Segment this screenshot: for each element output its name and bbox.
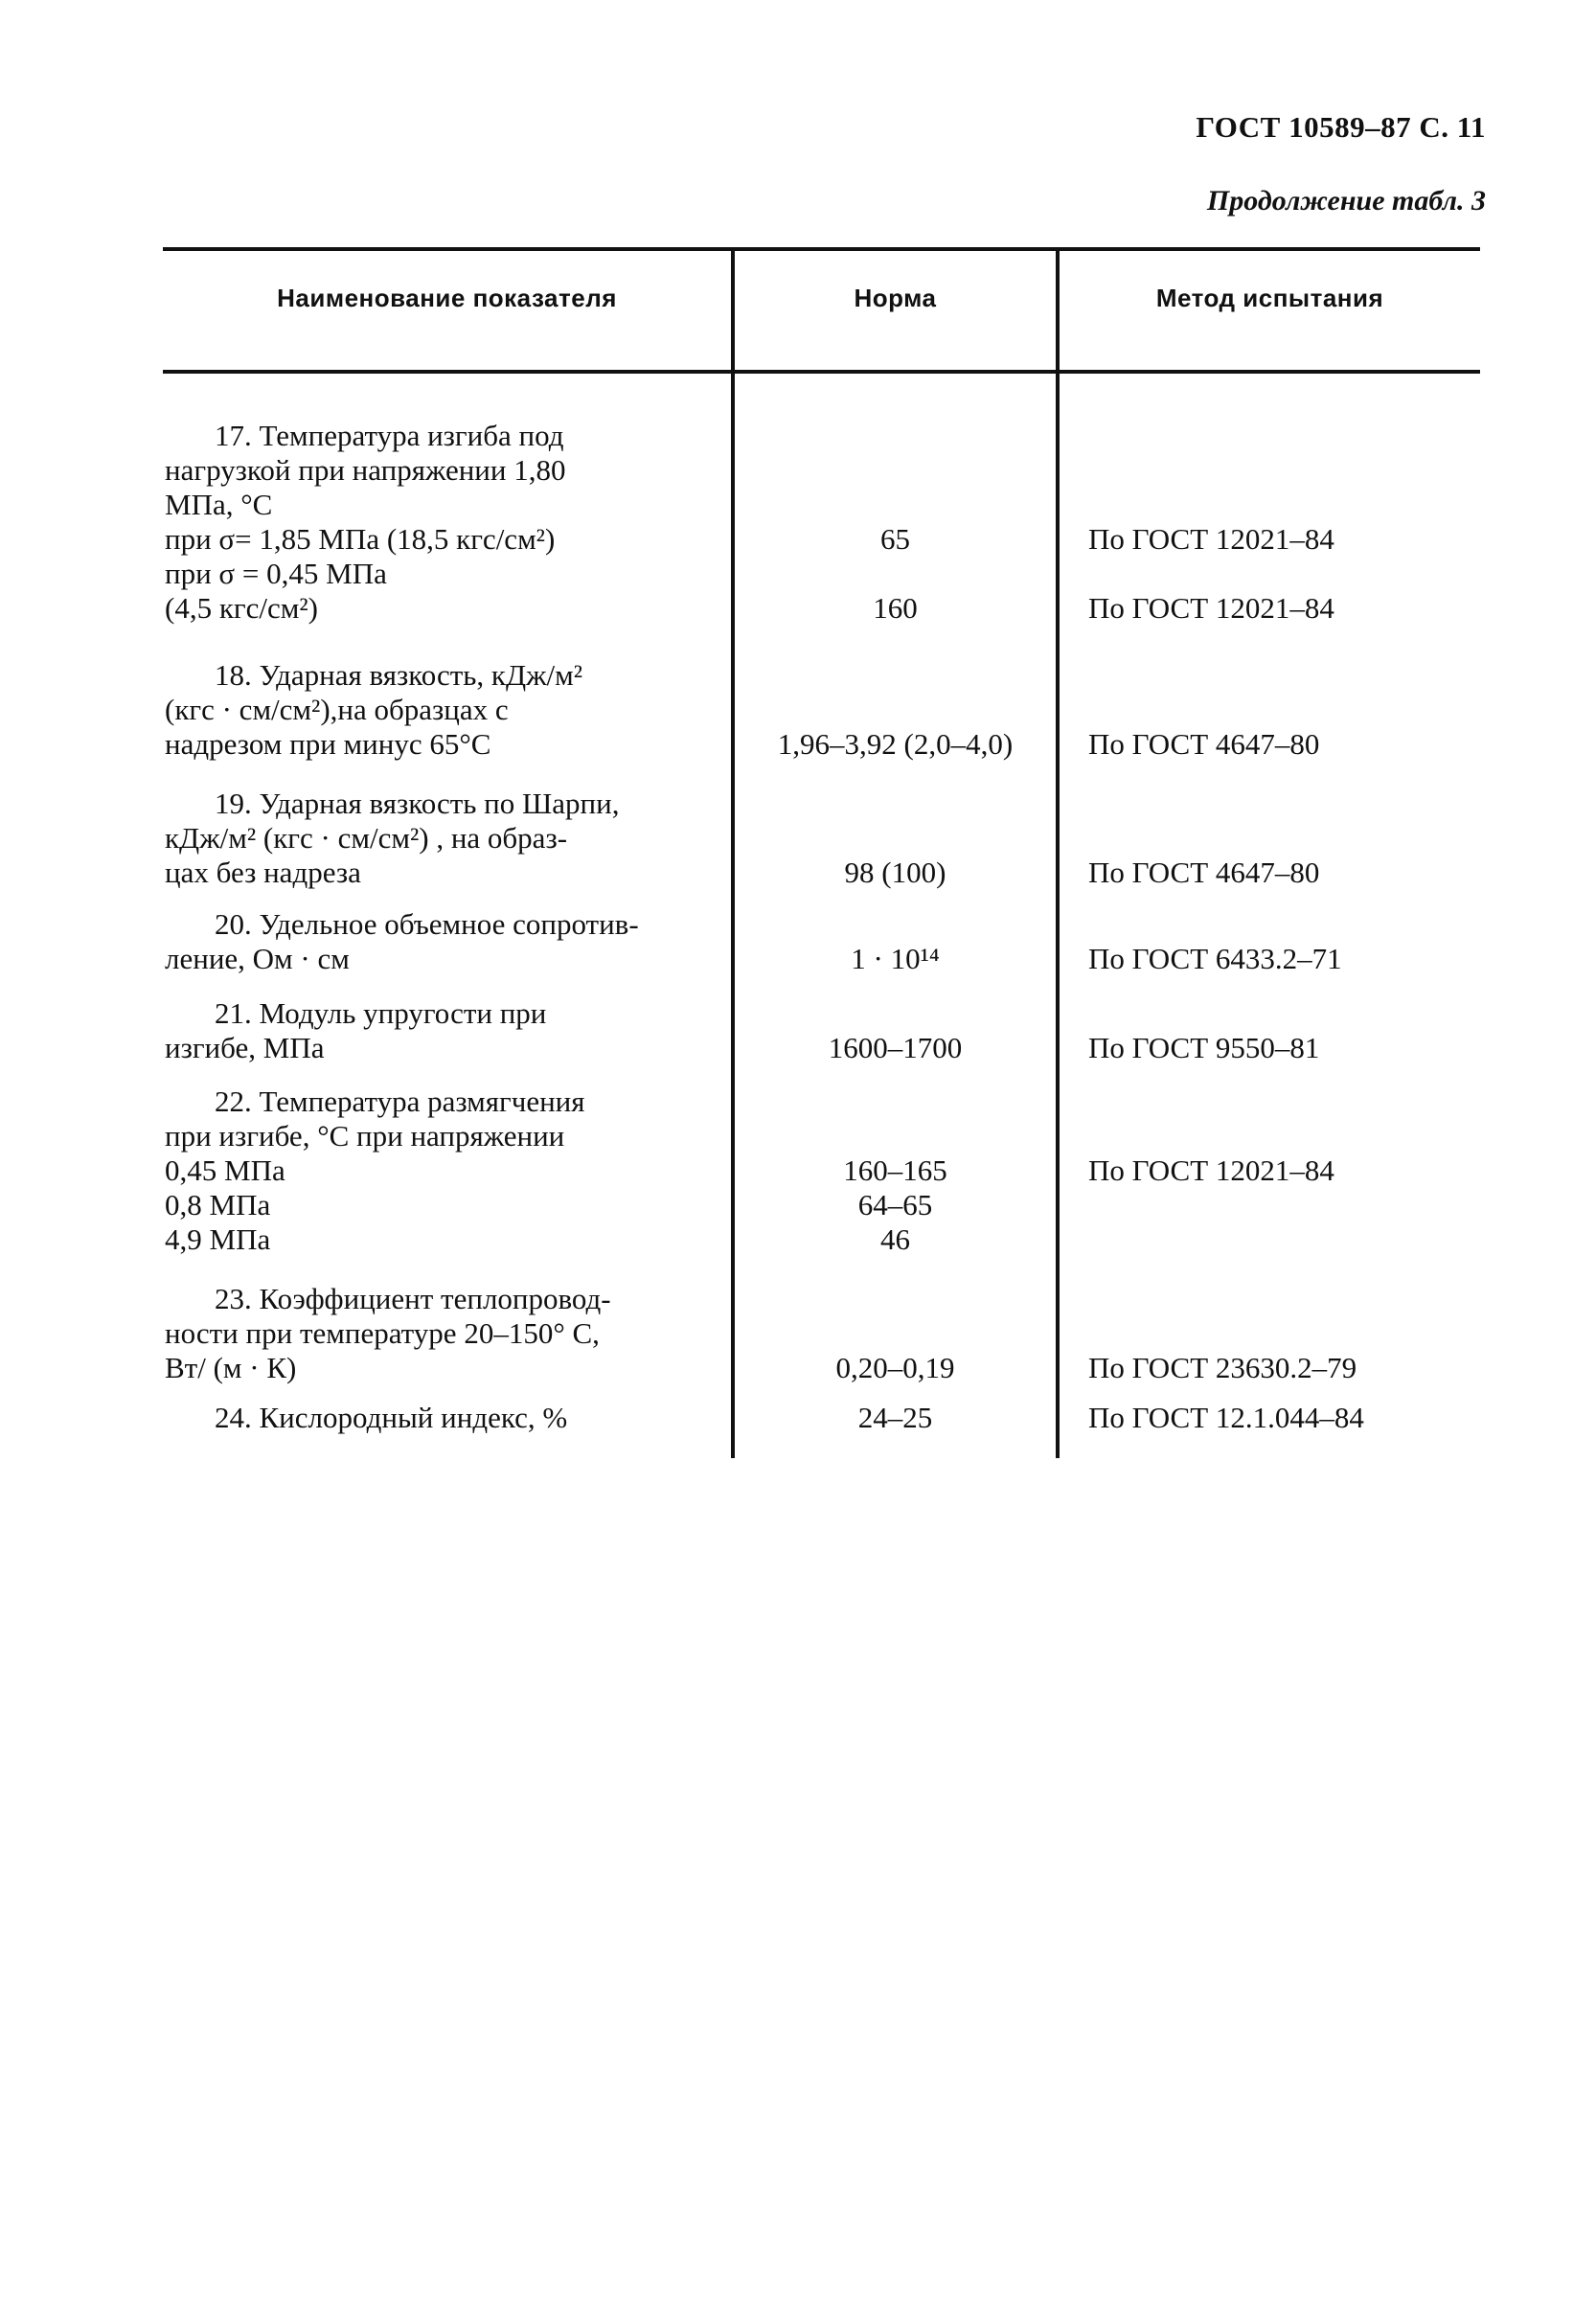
indicator-name-line: изгибе, МПа	[165, 1031, 325, 1064]
table-continuation-label: Продолжение табл. 3	[1206, 185, 1486, 217]
norm-value: 98 (100)	[844, 856, 946, 889]
test-method: По ГОСТ 4647–80	[1088, 856, 1320, 889]
indicator-name-line: 17. Температура изгиба под	[215, 419, 564, 452]
table-top-rule	[163, 247, 1480, 251]
test-method: По ГОСТ 6433.2–71	[1088, 942, 1342, 975]
indicator-name-line: при σ = 0,45 МПа	[165, 557, 387, 590]
indicator-name-line: цах без надреза	[165, 856, 361, 889]
norm-value: 1,96–3,92 (2,0–4,0)	[777, 727, 1014, 761]
indicator-name	[165, 1401, 701, 1435]
document-title: ГОСТ 10589–87 С. 11	[1196, 110, 1486, 144]
indicator-name-line: 23. Коэффициент теплопровод-	[215, 1282, 611, 1315]
norm-value: 1 · 10¹⁴	[851, 942, 940, 975]
indicator-name-line: 22. Температура размягчения	[215, 1085, 585, 1118]
norm-value: 1600–1700	[828, 1031, 963, 1064]
indicator-name	[165, 787, 701, 890]
norm-value: 160–165	[843, 1153, 947, 1187]
column-divider-2	[1056, 247, 1060, 1458]
test-method: По ГОСТ 12021–84	[1088, 1153, 1334, 1187]
indicator-name	[165, 1085, 701, 1257]
indicator-name-line: МПа, °С	[165, 488, 273, 521]
indicator-name-line: надрезом при минус 65°С	[165, 727, 491, 761]
test-method: По ГОСТ 12.1.044–84	[1088, 1401, 1364, 1434]
test-method: По ГОСТ 12021–84	[1088, 522, 1334, 556]
norm-value: 46	[880, 1222, 910, 1256]
test-method: По ГОСТ 4647–80	[1088, 727, 1320, 761]
norm-value: 65	[880, 522, 910, 556]
indicator-name-line: 20. Удельное объемное сопротив-	[215, 907, 639, 941]
test-method: По ГОСТ 23630.2–79	[1088, 1351, 1357, 1384]
indicator-name	[165, 658, 701, 762]
indicator-name-line: 0,8 МПа	[165, 1188, 271, 1221]
indicator-name-line: при σ= 1,85 МПа (18,5 кгс/см²)	[165, 522, 556, 556]
indicator-name-line: ление, Ом · см	[165, 942, 350, 975]
indicator-name	[165, 907, 701, 976]
indicator-name-line: (кгс · см/см²),на образцах с	[165, 693, 509, 726]
norm-value: 24–25	[857, 1401, 933, 1434]
indicator-name-line: кДж/м² (кгс · см/см²) , на образ-	[165, 821, 568, 855]
indicator-name	[165, 1282, 701, 1385]
indicator-name-line: при изгибе, °С при напряжении	[165, 1119, 565, 1153]
indicator-name-line: 18. Ударная вязкость, кДж/м²	[215, 658, 583, 692]
norm-value: 64–65	[857, 1188, 933, 1221]
indicator-name-line: 24. Кислородный индекс, %	[215, 1401, 568, 1434]
norm-value: 0,20–0,19	[835, 1351, 955, 1384]
column-header-norm: Норма	[854, 284, 937, 312]
indicator-name	[165, 996, 701, 1065]
indicator-name-line: нагрузкой при напряжении 1,80	[165, 453, 566, 487]
norm-value: 160	[873, 591, 918, 625]
indicator-name-line: ности при температуре 20–150° С,	[165, 1316, 600, 1350]
column-divider-1	[731, 247, 735, 1458]
indicator-name-line: 4,9 МПа	[165, 1222, 271, 1256]
indicator-name-line: 21. Модуль упругости при	[215, 996, 547, 1030]
test-method: По ГОСТ 12021–84	[1088, 591, 1334, 625]
column-header-name: Наименование показателя	[277, 284, 617, 312]
indicator-name-line: 0,45 МПа	[165, 1153, 285, 1187]
indicator-name	[165, 419, 701, 626]
table-header-rule	[163, 370, 1480, 374]
indicator-name-line: Вт/ (м · К)	[165, 1351, 297, 1384]
test-method: По ГОСТ 9550–81	[1088, 1031, 1320, 1064]
indicator-name-line: (4,5 кгс/см²)	[165, 591, 318, 625]
indicator-name-line: 19. Ударная вязкость по Шарпи,	[215, 787, 620, 820]
column-header-method: Метод испытания	[1155, 284, 1384, 312]
